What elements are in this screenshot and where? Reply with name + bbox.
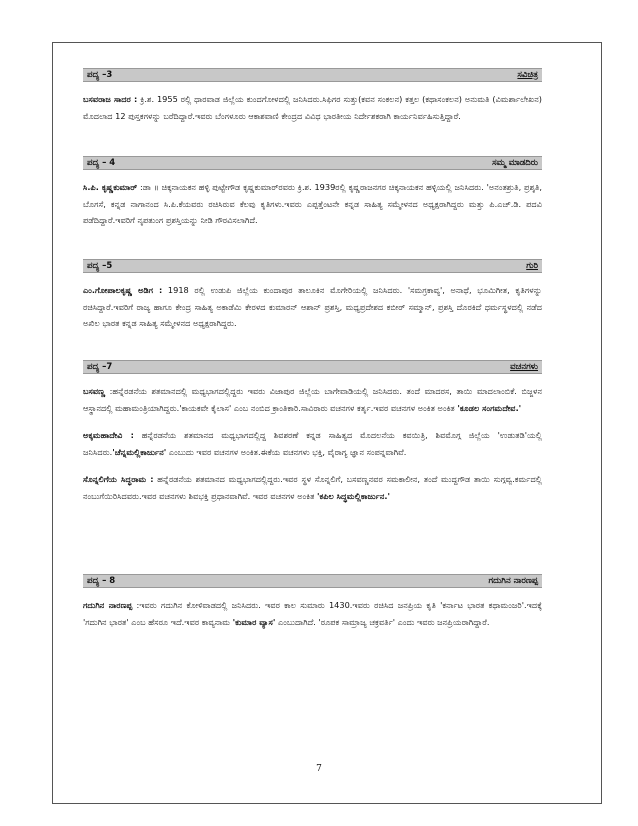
section-title: ಗದುಗಿನ ನಾರಣಪ್ಪ	[488, 576, 538, 586]
author-paragraph	[83, 427, 542, 460]
author-name: ಬಸವಣ್ಣ	[83, 386, 106, 396]
author-bio-cont: ಎಂಬುದಾಗಿದೆ. 'ರೂಪಕ ಸಾಮ್ರಾಜ್ಯ ಚಕ್ರವರ್ತಿ' ಎಂದು ಇವರು ಜನಪ್ರಿಯರಾಗಿದ್ದಾರೆ.	[275, 616, 490, 627]
author-name: ಎಂ.ಗೋಪಾಲಕೃಷ್ಣ ಅಡಿಗ :	[83, 285, 163, 295]
section-header-bar	[83, 360, 542, 374]
ankita: 'ಕೂಡಲ ಸಂಗಮದೇವ.'	[457, 402, 522, 413]
section-header-bar	[83, 574, 542, 588]
section-header-bar	[83, 156, 542, 170]
ankita: 'ಚೆನ್ನಮಲ್ಲಿಕಾರ್ಜುನ'	[112, 446, 167, 457]
author-bio: :ಡಾ ॥ ಚಿಕ್ಕನಾಯಕನ ಹಳ್ಳಿ ಪುಟ್ಟೇಗೌಡ ಕೃಷ್ಣಕುಮಾರ್‌ರವರು ಕ್ರಿ.ಶ. 1939ರಲ್ಲಿ ಕೃಷ್ಣರಾಜನಗರ ಚಿಕ್ಕನಾಯಕನ ಹಳ್ಳಿಯಲ್ಲಿ ಜನಿಸಿದರು. 'ಅನಂತಶ್ರುತಿ, ಪ್ರಶ್ಶತಿ, ಬೊಗಸೆ, ಕನ್ನಡ ನಾಗಾನಂದ ಸಿ.ಪಿ.ಕೆಯವರು ರಚಿಸಿರುವ ಕೆಲವು ಕೃತಿಗಳು.ಇವರು ಎಪ್ಪತ್ತೆಂಟನೇ ಕನ್ನಡ ಸಾಹಿತ್ಯ ಸಮ್ಮೇಳನದ ಅಧ್ಯಕ್ಷರಾಗಿದ್ದರು ಮತ್ತು ಪಿ.ಎಚ್.ಡಿ. ಪದವಿ ಪಡೆದಿದ್ದಾರೆ.ಇವರಿಗೆ ನೃಪತುಂಗ ಪ್ರಶಸ್ತಿಯನ್ನು ನೀಡಿ ಗೌರವಿಸಲಾಗಿದೆ.	[83, 182, 542, 225]
section-padya-5	[83, 259, 542, 332]
section-padya-3	[83, 68, 542, 124]
section-heading: ಪದ್ಯ –7	[87, 362, 113, 372]
section-header-bar	[83, 259, 542, 273]
section-title: ಸಮ್ಮ ಮಾಡದಿರು	[492, 158, 538, 168]
author-bio: :ಇವರು ಗದುಗಿನ ಕೋಳಿವಾಡದಲ್ಲಿ ಜನಿಸಿದರು. ಇವರ ಕಾಲ ಸುಮಾರು 1430.ಇವರು ರಚಿಸಿದ ಜನಪ್ರಿಯ ಕೃತಿ 'ಕರ್ನಾಟ ಭಾರತ ಕಥಾಮಂಜರಿ'.ಇದಕ್ಕೆ 'ಗದುಗಿನ ಭಾರತ' ಎಂಬ ಹೆಸರೂ ಇದೆ.ಇವರ ಕಾವ್ಯನಾಮ	[83, 600, 542, 627]
author-paragraph	[83, 597, 542, 630]
page-number: 7	[316, 764, 322, 774]
section-heading: ಪದ್ಯ –3	[87, 70, 113, 80]
section-title: ಗುರಿ	[526, 261, 538, 271]
author-bio: ಹನ್ನೆರಡನೆಯ ಶತಮಾನದ ಮಧ್ಯಭಾಗದಲ್ಲಿದ್ದ ಶಿವಶರಣೆ ಕನ್ನಡ ಸಾಹಿತ್ಯದ ಮೊದಲನೆಯ ಕವಯಿತ್ರಿ, ಶಿವಮೊಗ್ಗ ಜಿಲ್ಲೆಯ 'ಉಡುತಡಿ'ಯಲ್ಲಿ ಜನಿಸಿದರು.	[83, 430, 542, 457]
ankita: 'ಕಪಿಲ ಸಿದ್ಧಮಲ್ಲಿಕಾರ್ಜುನ.'	[317, 490, 390, 501]
author-paragraph	[83, 383, 542, 416]
author-bio: ಕ್ರಿ.ಶ. 1955 ರಲ್ಲಿ ಧಾರವಾಡ ಜಿಲ್ಲೆಯ ಕುಂದಗೋಳದಲ್ಲಿ ಜನಿಸಿದರು.ಸಿಫಿಗರ ಸುತ್ತು(ಕವನ ಸಂಕಲನ) ಕತ್ತಲ (ಕಥಾಸಂಕಲನ) ಅನುಮತಿ (ವಿಮರ್ಶಾಲೇಖನ) ಮೊದಲಾದ 12 ಪುಸ್ತಕಗಳನ್ನು ಬರೆದಿದ್ದಾರೆ.ಇವರು ಬೆಂಗಳೂರು ಆಕಾಶವಾಣಿ ಕೇಂದ್ರದ ವಿವಿಧ ಭಾರತೀಯ ನಿರ್ದೇಶಕರಾಗಿ ಕಾರ್ಯನಿರ್ವಹಿಸುತ್ತಿದ್ದಾರೆ.	[83, 94, 542, 121]
section-title: ಸವಿಚಿತ್ರ	[517, 70, 538, 80]
section-title: ವಚನಗಳು	[510, 362, 538, 372]
author-bio: 1918 ರಲ್ಲಿ ಉಡುಪಿ ಜಿಲ್ಲೆಯ ಕುಂದಾಪುರ ತಾಲೂಕಿನ ಮೊಗೇರಿಯಲ್ಲಿ ಜನಿಸಿದರು. 'ಸಮಗ್ರಕಾವ್ಯ', ಅನಾಥೆ, ಭೂಮಿಗೀತ, ಕೃತಿಗಳನ್ನು ರಚಿಸಿದ್ದಾರೆ.ಇವರಿಗೆ ರಾಜ್ಯ ಹಾಗೂ ಕೇಂದ್ರ ಸಾಹಿತ್ಯ ಅಕಾಡೆಮಿ ಕೇರಳದ ಕುಮಾರನ್ ಆಶಾನ್ ಪ್ರಶಸ್ತಿ, ಮಧ್ಯಪ್ರದೇಶದ ಕಬೀರ್ ಸಮ್ಮಾನ್, ಪ್ರಶಸ್ತಿ ದೊರಕಿದೆ ಧರ್ಮಸ್ಥಳದಲ್ಲಿ ನಡೆದ ಅಖಿಲ ಭಾರತ ಕನ್ನಡ ಸಾಹಿತ್ಯ ಸಮ್ಮೇಳನದ ಅಧ್ಯಕ್ಷರಾಗಿದ್ದರು.	[83, 285, 542, 328]
section-padya-8	[83, 574, 542, 630]
author-paragraph	[83, 282, 542, 332]
section-header-bar	[83, 68, 542, 82]
author-name: ಅಕ್ಕಮಹಾದೇವಿ :	[83, 430, 134, 440]
author-paragraph	[83, 471, 542, 504]
author-bio: ಹನ್ನೆರಡನೆಯ ಶತಮಾನದ ಮಧ್ಯಭಾಗದಲ್ಲಿದ್ದರು.ಇವರ ಸ್ಥಳ ಸೊನ್ನಲಿಗೆ, ಬಸವಣ್ಣನವರ ಸಮಕಾಲೀನ, ತಂದೆ ಮುದ್ದಗೌಡ ತಾಯಿ ಸುಗ್ಗವ್ವ.ಕರ್ಮದಲ್ಲಿ ನಂಬುಗೆಯಿರಿಸಿದವರು.ಇವರ ವಚನಗಳು ಶಿವಭಕ್ತಿ ಪ್ರಧಾನವಾಗಿವೆ. ಇವರ ವಚನಗಳ ಅಂಕಿತ	[83, 474, 542, 501]
section-heading: ಪದ್ಯ –5	[87, 261, 113, 271]
author-paragraph	[83, 179, 542, 229]
author-paragraph	[83, 91, 542, 124]
author-name: ಸಿ.ಪಿ. ಕೃಷ್ಣಕುಮಾರ್	[83, 182, 138, 192]
author-name: ಬಸವರಾಜ ಸಾದರ :	[83, 94, 138, 104]
author-bio: :ಹನ್ನೆರಡನೆಯ ಶತಮಾನದಲ್ಲಿ ಮಧ್ಯಭಾಗದಲ್ಲಿದ್ದರು ಇವರು ವಿಜಾಪುರ ಜಿಲ್ಲೆಯ ಬಾಗೇವಾಡಿಯಲ್ಲಿ ಜನಿಸಿದರು. ತಂದೆ ಮಾದರಸ, ತಾಯಿ ಮಾದಲಾಂಬಿಕೆ. ಬಿಜ್ಜಳನ ಆಸ್ಥಾನದಲ್ಲಿ ಮಹಾಮಂತ್ರಿಯಾಗಿದ್ದರು.'ಕಾಯಕವೇ ಕೈಲಾಸ' ಎಂಬ ನಂಬಿದ ಕ್ರಾಂತಿಕಾರಿ.ಸಾವಿರಾರು ವಚನಗಳ ಕರ್ತೃ.ಇವರ ವಚನಗಳ ಅಂಕಿತ ಅಂಕಿತ	[83, 386, 542, 413]
author-name: ಗದುಗಿನ ನಾರಣಪ್ಪ	[83, 600, 133, 610]
section-padya-4	[83, 156, 542, 229]
section-padya-7	[83, 360, 542, 504]
section-heading: ಪದ್ಯ – 4	[87, 158, 116, 168]
author-name: ಸೊನ್ನಲಿಗೆಯ ಸಿದ್ಧರಾಮ :	[83, 474, 154, 484]
author-bio-cont: ಎಂಬುದು ಇವರ ವಚನಗಳ ಅಂಕಿತ.ಈಕೆಯ ವಚನಗಳು ಭಕ್ತಿ, ವೈರಾಗ್ಯ ಜ್ಞಾನ ಸಂಪನ್ನವಾಗಿವೆ.	[166, 446, 407, 457]
pen-name: 'ಕುಮಾರ ವ್ಯಾಸ'	[232, 616, 276, 627]
section-heading: ಪದ್ಯ – 8	[87, 576, 116, 586]
